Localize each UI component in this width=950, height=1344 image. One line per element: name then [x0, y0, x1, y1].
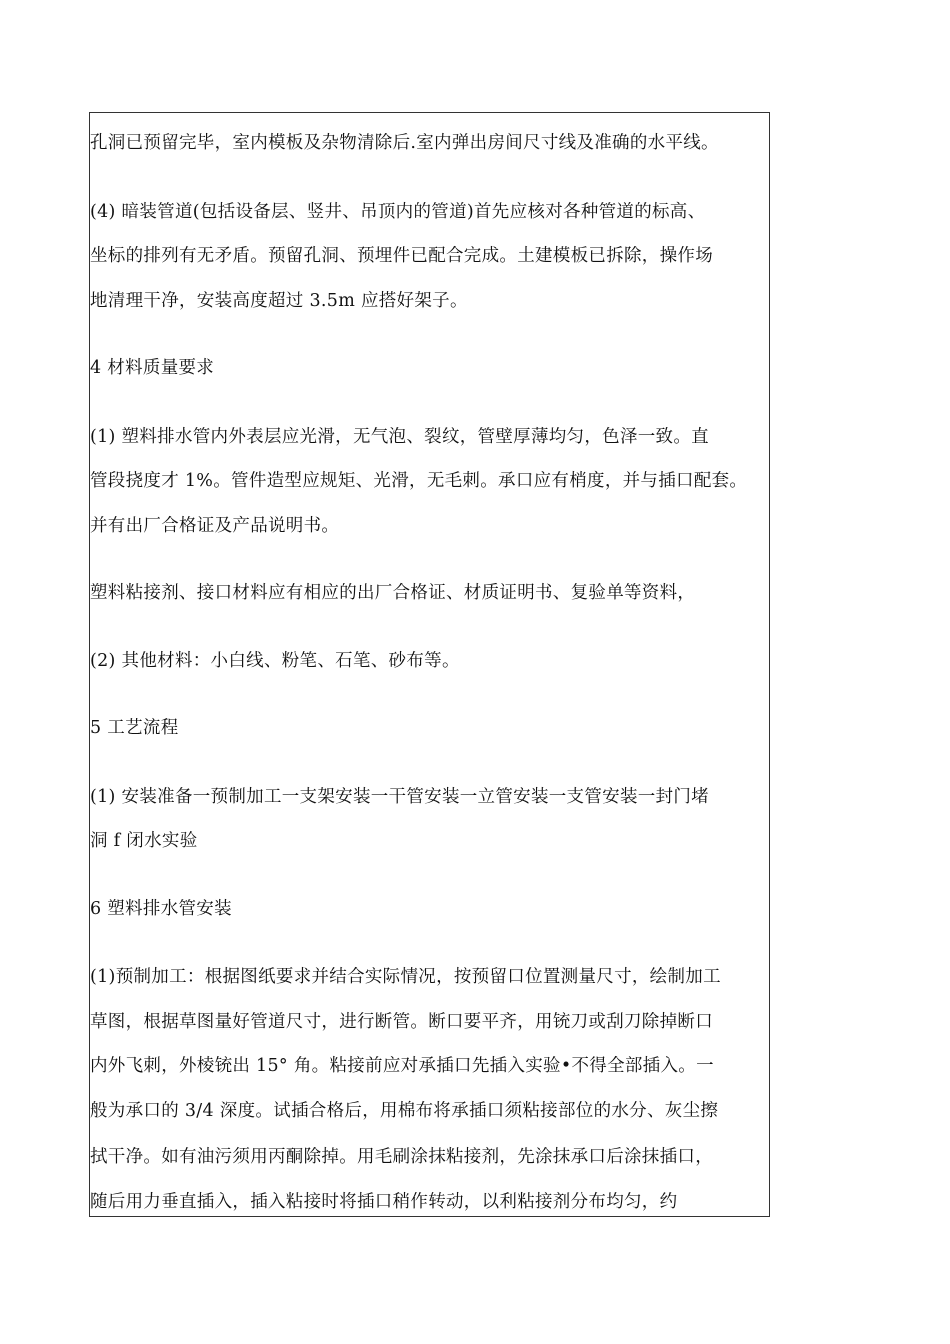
text-line: 草图，根据草图量好管道尺寸，进行断管。断口要平齐，用铳刀或刮刀除掉断口: [90, 1012, 713, 1032]
section-heading: 6 塑料排水管安装: [90, 899, 232, 919]
section-heading: 5 工艺流程: [90, 718, 179, 738]
text-line: 孔洞已预留完毕，室内模板及杂物清除后.室内弹出房间尺寸线及准确的水平线。: [90, 133, 719, 153]
text-line: 洞 f 闭水实验: [90, 831, 198, 851]
text-line: 拭干净。如有油污须用丙酮除掉。用毛刷涂抹粘接剂，先涂抹承口后涂抹插口，: [90, 1147, 713, 1167]
text-line: (1)预制加工：根据图纸要求并结合实际情况，按预留口位置测量尺寸，绘制加工: [90, 967, 721, 987]
text-line: 塑料粘接剂、接口材料应有相应的出厂合格证、材质证明书、复验单等资料，: [90, 583, 696, 603]
text-line: 并有出厂合格证及产品说明书。: [90, 516, 340, 536]
text-line: 地清理干净，安装高度超过 3.5m 应搭好架子。: [90, 291, 468, 311]
text-line: (1) 塑料排水管内外表层应光滑，无气泡、裂纹，管壁厚薄均匀，色泽一致。直: [90, 427, 709, 447]
text-line: (4) 暗装管道(包括设备层、竖井、吊顶内的管道)首先应核对各种管道的标高、: [90, 202, 706, 222]
text-line: 坐标的排列有无矛盾。预留孔洞、预埋件已配合完成。土建模板已拆除，操作场: [90, 246, 713, 266]
text-line: (2) 其他材料：小白线、粉笔、石笔、砂布等。: [90, 651, 460, 671]
text-line: 随后用力垂直插入，插入粘接时将插口稍作转动，以利粘接剂分布均匀，约: [90, 1192, 678, 1212]
text-line: (1) 安装准备一预制加工一支架安装一干管安装一立管安装一支管安装一封门堵: [90, 787, 709, 807]
text-line: 管段挠度才 1%。管件造型应规矩、光滑，无毛刺。承口应有梢度，并与插口配套。: [90, 471, 748, 491]
section-heading: 4 材料质量要求: [90, 358, 215, 378]
text-line: 般为承口的 3/4 深度。试插合格后，用棉布将承插口须粘接部位的水分、灰尘擦: [90, 1101, 719, 1121]
text-line: 内外飞刺，外棱铳出 15° 角。粘接前应对承插口先插入实验•不得全部插入。一: [90, 1056, 714, 1076]
